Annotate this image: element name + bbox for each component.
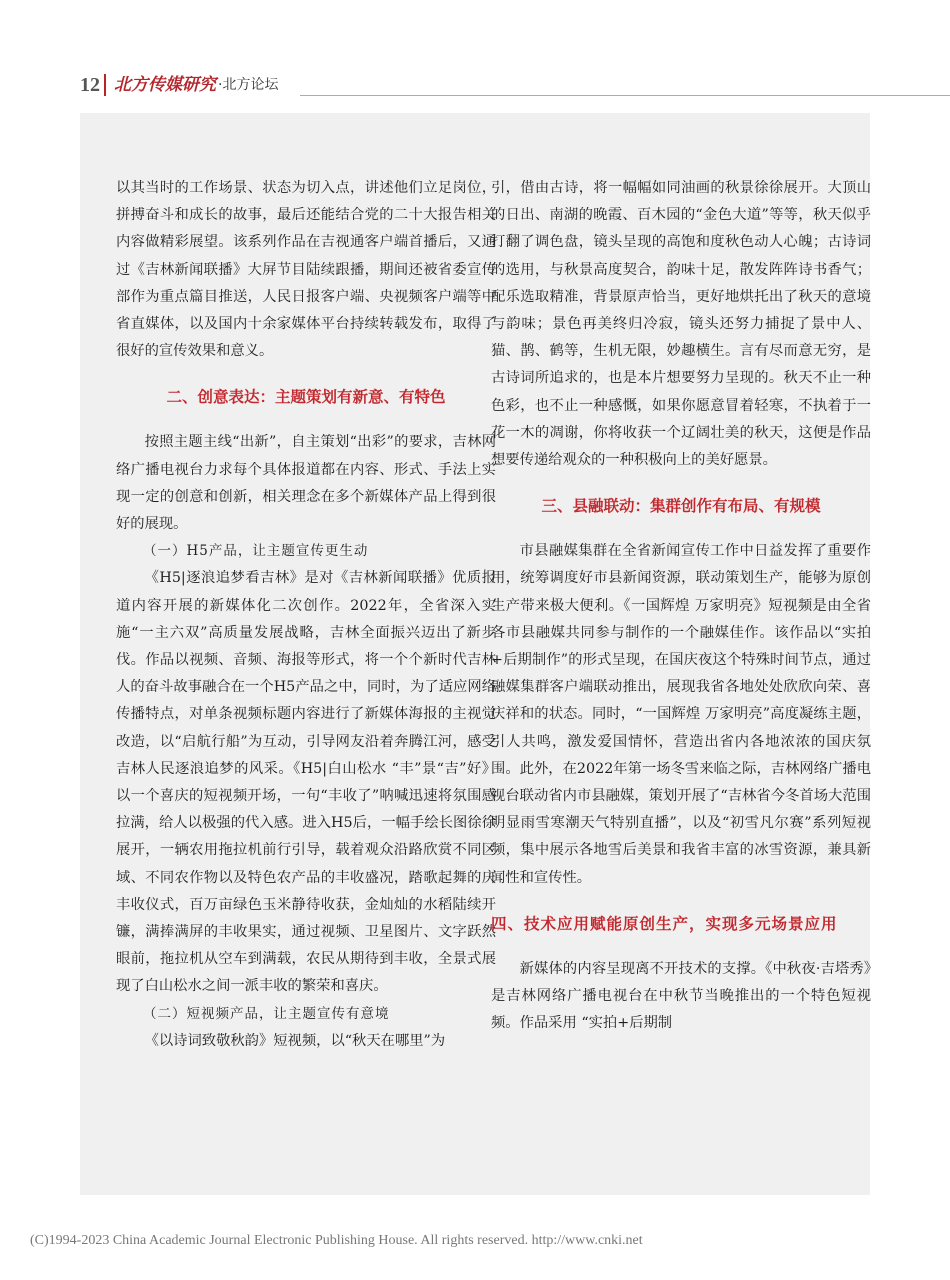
column-name: ·北方论坛 <box>218 77 279 93</box>
paragraph: 引，借由古诗，将一幅幅如同油画的秋景徐徐展开。大顶山的日出、南湖的晚霞、百木园的“金色大道”等等，秋天似乎打翻了调色盘，镜头呈现的高饱和度秋色动人心魄；古诗词的选用，与秋景高度契合，韵味十足，散发阵阵诗书香气；配乐选取精准，背景原声恰当，更好地烘托出了秋天的意境与韵味；景色再美终归冷寂，镜头还努力捕捉了景中人、猫、鹊、鹤等，生机无限，妙趣横生。言有尽而意无穷，是古诗词所追求的，也是本片想要努力呈现的。秋天不止一种色彩，也不止一种感慨，如果你愿意冒着轻寒，不执着于一花一木的凋谢，你将收获一个辽阔壮美的秋天，这便是作品想要传递给观众的一种积极向上的美好愿景。 <box>491 180 871 469</box>
page-number: 12 <box>80 74 100 96</box>
left-column <box>116 175 496 1055</box>
page-header <box>0 70 950 100</box>
section-heading: 四、技术应用赋能原创生产，实现多元场景应用 <box>491 914 838 933</box>
subsection-heading: （一）H5产品，让主题宣传更生动 <box>143 543 369 560</box>
paragraph: 以其当时的工作场景、状态为切入点，讲述他们立足岗位，拼搏奋斗和成长的故事，最后还能结合党的二十大报告相关内容做精彩展望。该系列作品在吉视通客户端首播后，又通过《吉林新闻联播》大屏节目陆续跟播，期间还被省委宣传部作为重点篇目推送，人民日报客户端、央视频客户端等中省直媒体，以及国内十余家媒体平台持续转载发布，取得了很好的宣传效果和意义。 <box>116 180 496 360</box>
right-column <box>491 175 871 1037</box>
paragraph: 市县融媒集群在全省新闻宣传工作中日益发挥了重要作用，统筹调度好市县新闻资源，联动策划生产，能够为原创生产带来极大便利。《一国辉煌 万家明亮》短视频是由全省各市县融媒共同参与制作的一个融媒佳作。该作品以“实拍+后期制作”的形式呈现，在国庆夜这个特殊时间节点，通过融媒集群客户端联动推出，展现我省各地处处欣欣向荣、喜庆祥和的状态。同时，“一国辉煌 万家明亮”高度凝练主题，引人共鸣，激发爱国情怀，营造出省内各地浓浓的国庆氛围。此外，在2022年第一场冬雪来临之际，吉林网络广播电视台联动省内市县融媒，策划开展了“吉林省今冬首场大范围明显雨雪寒潮天气特别直播”，以及“初雪凡尔赛”系列短视频，集中展示各地雪后美景和我省丰富的冰雪资源，兼具新闻性和宣传性。 <box>491 543 871 886</box>
subsection-heading: （二）短视频产品，让主题宣传有意境 <box>143 1005 390 1022</box>
copyright-footer: (C)1994-2023 China Academic Journal Electronic Publishing House. All rights reserved. http://www.cnki.net <box>30 1233 643 1248</box>
section-heading: 二、创意表达：主题策划有新意、有特色 <box>166 388 446 407</box>
paragraph: 按照主题主线“出新”，自主策划“出彩”的要求，吉林网络广播电视台力求每个具体报道都在内容、形式、手法上实现一定的创意和创新，相关理念在多个新媒体产品上得到很好的展现。 <box>116 434 496 533</box>
article-body <box>80 113 870 1195</box>
paragraph: 《H5|逐浪追梦看吉林》是对《吉林新闻联播》优质报道内容开展的新媒体化二次创作。2022年，全省深入实施“一主六双”高质量发展战略，吉林全面振兴迈出了新步伐。作品以视频、音频、海报等形式，将一个个新时代吉林人的奋斗故事融合在一个H5产品之中，同时，为了适应网络传播特点，对单条视频标题内容进行了新媒体海报的主视觉改造，以“启航行船”为互动，引导网友沿着奔腾江河，感受吉林人民逐浪追梦的风采。《H5|白山松水 “丰”景“吉”好》以一个喜庆的短视频开场，一句“丰收了”呐喊迅速将氛围感拉满，给人以极强的代入感。进入H5后，一幅手绘长图徐徐展开，一辆农用拖拉机前行引导，载着观众沿路欣赏不同区域、不同农作物以及特色农产品的丰收盛况，踏歌起舞的庆丰收仪式，百万亩绿色玉米静待收获，金灿灿的水稻陆续开镰，满捧满屏的丰收果实，通过视频、卫星图片、文字跃然眼前，拖拉机从空车到满载，农民从期待到丰收，全景式展现了白山松水之间一派丰收的繁荣和喜庆。 <box>116 570 496 995</box>
journal-logo: 北方传媒研究 <box>114 75 216 95</box>
header-rule <box>300 95 950 96</box>
paragraph: 新媒体的内容呈现离不开技术的支撑。《中秋夜·吉塔秀》是吉林网络广播电视台在中秋节当晚推出的一个特色短视频。作品采用 “实拍+后期制 <box>491 960 871 1032</box>
section-heading: 三、县融联动：集群创作有布局、有规模 <box>541 497 821 516</box>
paragraph: 《以诗词致敬秋韵》短视频，以“秋天在哪里”为 <box>144 1032 446 1049</box>
header-divider <box>104 74 106 96</box>
